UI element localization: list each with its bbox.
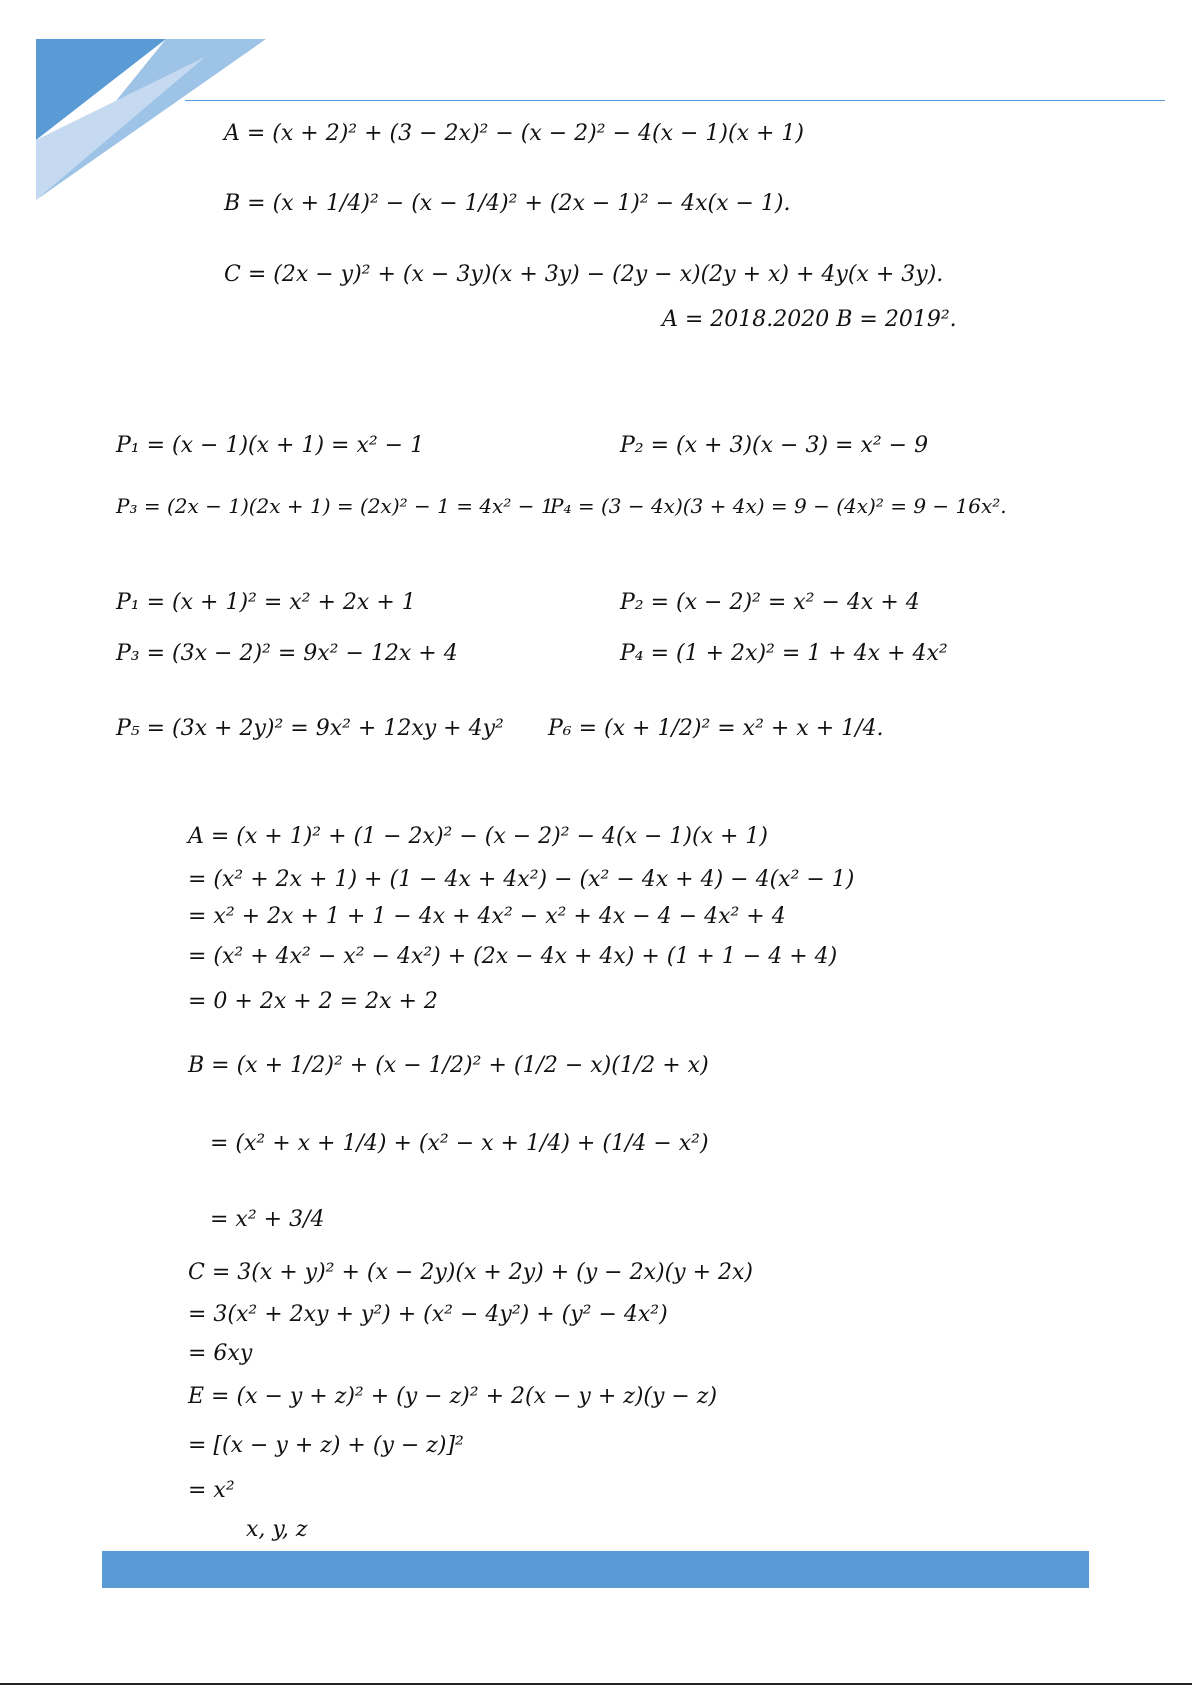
solution-a-line-5: = 0 + 2x + 2 = 2x + 2 <box>188 989 438 1014</box>
problem-3-p2: P₂ = (x − 2)² = x² − 4x + 4 <box>620 590 920 615</box>
problem-1-expression-b: B = (x + 1/4)² − (x − 1/4)² + (2x − 1)² − 4x(x − 1). <box>224 191 791 216</box>
solution-c-line-2: = 3(x² + 2xy + y²) + (x² − 4y²) + (y² − 4x²) <box>188 1302 668 1327</box>
solution-e-line-3: = x² <box>188 1478 235 1503</box>
solution-a-line-2: = (x² + 2x + 1) + (1 − 4x + 4x²) − (x² − 4x + 4) − 4(x² − 1) <box>188 867 855 892</box>
problem-2-p4: P₄ = (3 − 4x)(3 + 4x) = 9 − (4x)² = 9 − 16x². <box>550 494 1007 518</box>
problem-1-expression-c: C = (2x − y)² + (x − 3y)(x + 3y) − (2y − x)(2y + x) + 4y(x + 3y). <box>224 262 944 287</box>
problem-3-p3: P₃ = (3x − 2)² = 9x² − 12x + 4 <box>116 641 458 666</box>
problem-1-expression-a: A = (x + 2)² + (3 − 2x)² − (x − 2)² − 4(x − 1)(x + 1) <box>224 121 804 146</box>
solution-a-line-4: = (x² + 4x² − x² − 4x²) + (2x − 4x + 4x) + (1 + 1 − 4 + 4) <box>188 944 838 969</box>
problem-3-p5: P₅ = (3x + 2y)² = 9x² + 12xy + 4y² <box>116 716 504 741</box>
header-rule <box>185 100 1165 101</box>
solution-b-line-3: = x² + 3/4 <box>210 1207 325 1232</box>
solution-c-line-3: = 6xy <box>188 1341 253 1366</box>
solution-b-line-1: B = (x + 1/2)² + (x − 1/2)² + (1/2 − x)(1/2 + x) <box>188 1053 709 1078</box>
solution-e-line-2: = [(x − y + z) + (y − z)]² <box>188 1433 464 1458</box>
solution-a-line-3: = x² + 2x + 1 + 1 − 4x + 4x² − x² + 4x − 4 − 4x² + 4 <box>188 904 786 929</box>
problem-2-p1: P₁ = (x − 1)(x + 1) = x² − 1 <box>116 433 425 458</box>
solution-e-line-1: E = (x − y + z)² + (y − z)² + 2(x − y + z)(y − z) <box>188 1384 718 1409</box>
problem-3-p6: P₆ = (x + 1/2)² = x² + x + 1/4. <box>548 716 884 741</box>
footer-band <box>102 1551 1089 1588</box>
solution-variables: x, y, z <box>246 1517 308 1542</box>
problem-2-p3: P₃ = (2x − 1)(2x + 1) = (2x)² − 1 = 4x² − 1 <box>116 494 554 518</box>
problem-1-values: A = 2018.2020 B = 2019². <box>662 307 957 332</box>
solution-b-line-2: = (x² + x + 1/4) + (x² − x + 1/4) + (1/4 − x²) <box>210 1131 709 1156</box>
problem-3-p4: P₄ = (1 + 2x)² = 1 + 4x + 4x² <box>620 641 948 666</box>
solution-a-line-1: A = (x + 1)² + (1 − 2x)² − (x − 2)² − 4(x − 1)(x + 1) <box>188 824 768 849</box>
solution-c-line-1: C = 3(x + y)² + (x − 2y)(x + 2y) + (y − 2x)(y + 2x) <box>188 1260 754 1285</box>
problem-3-p1: P₁ = (x + 1)² = x² + 2x + 1 <box>116 590 416 615</box>
problem-2-p2: P₂ = (x + 3)(x − 3) = x² − 9 <box>620 433 929 458</box>
